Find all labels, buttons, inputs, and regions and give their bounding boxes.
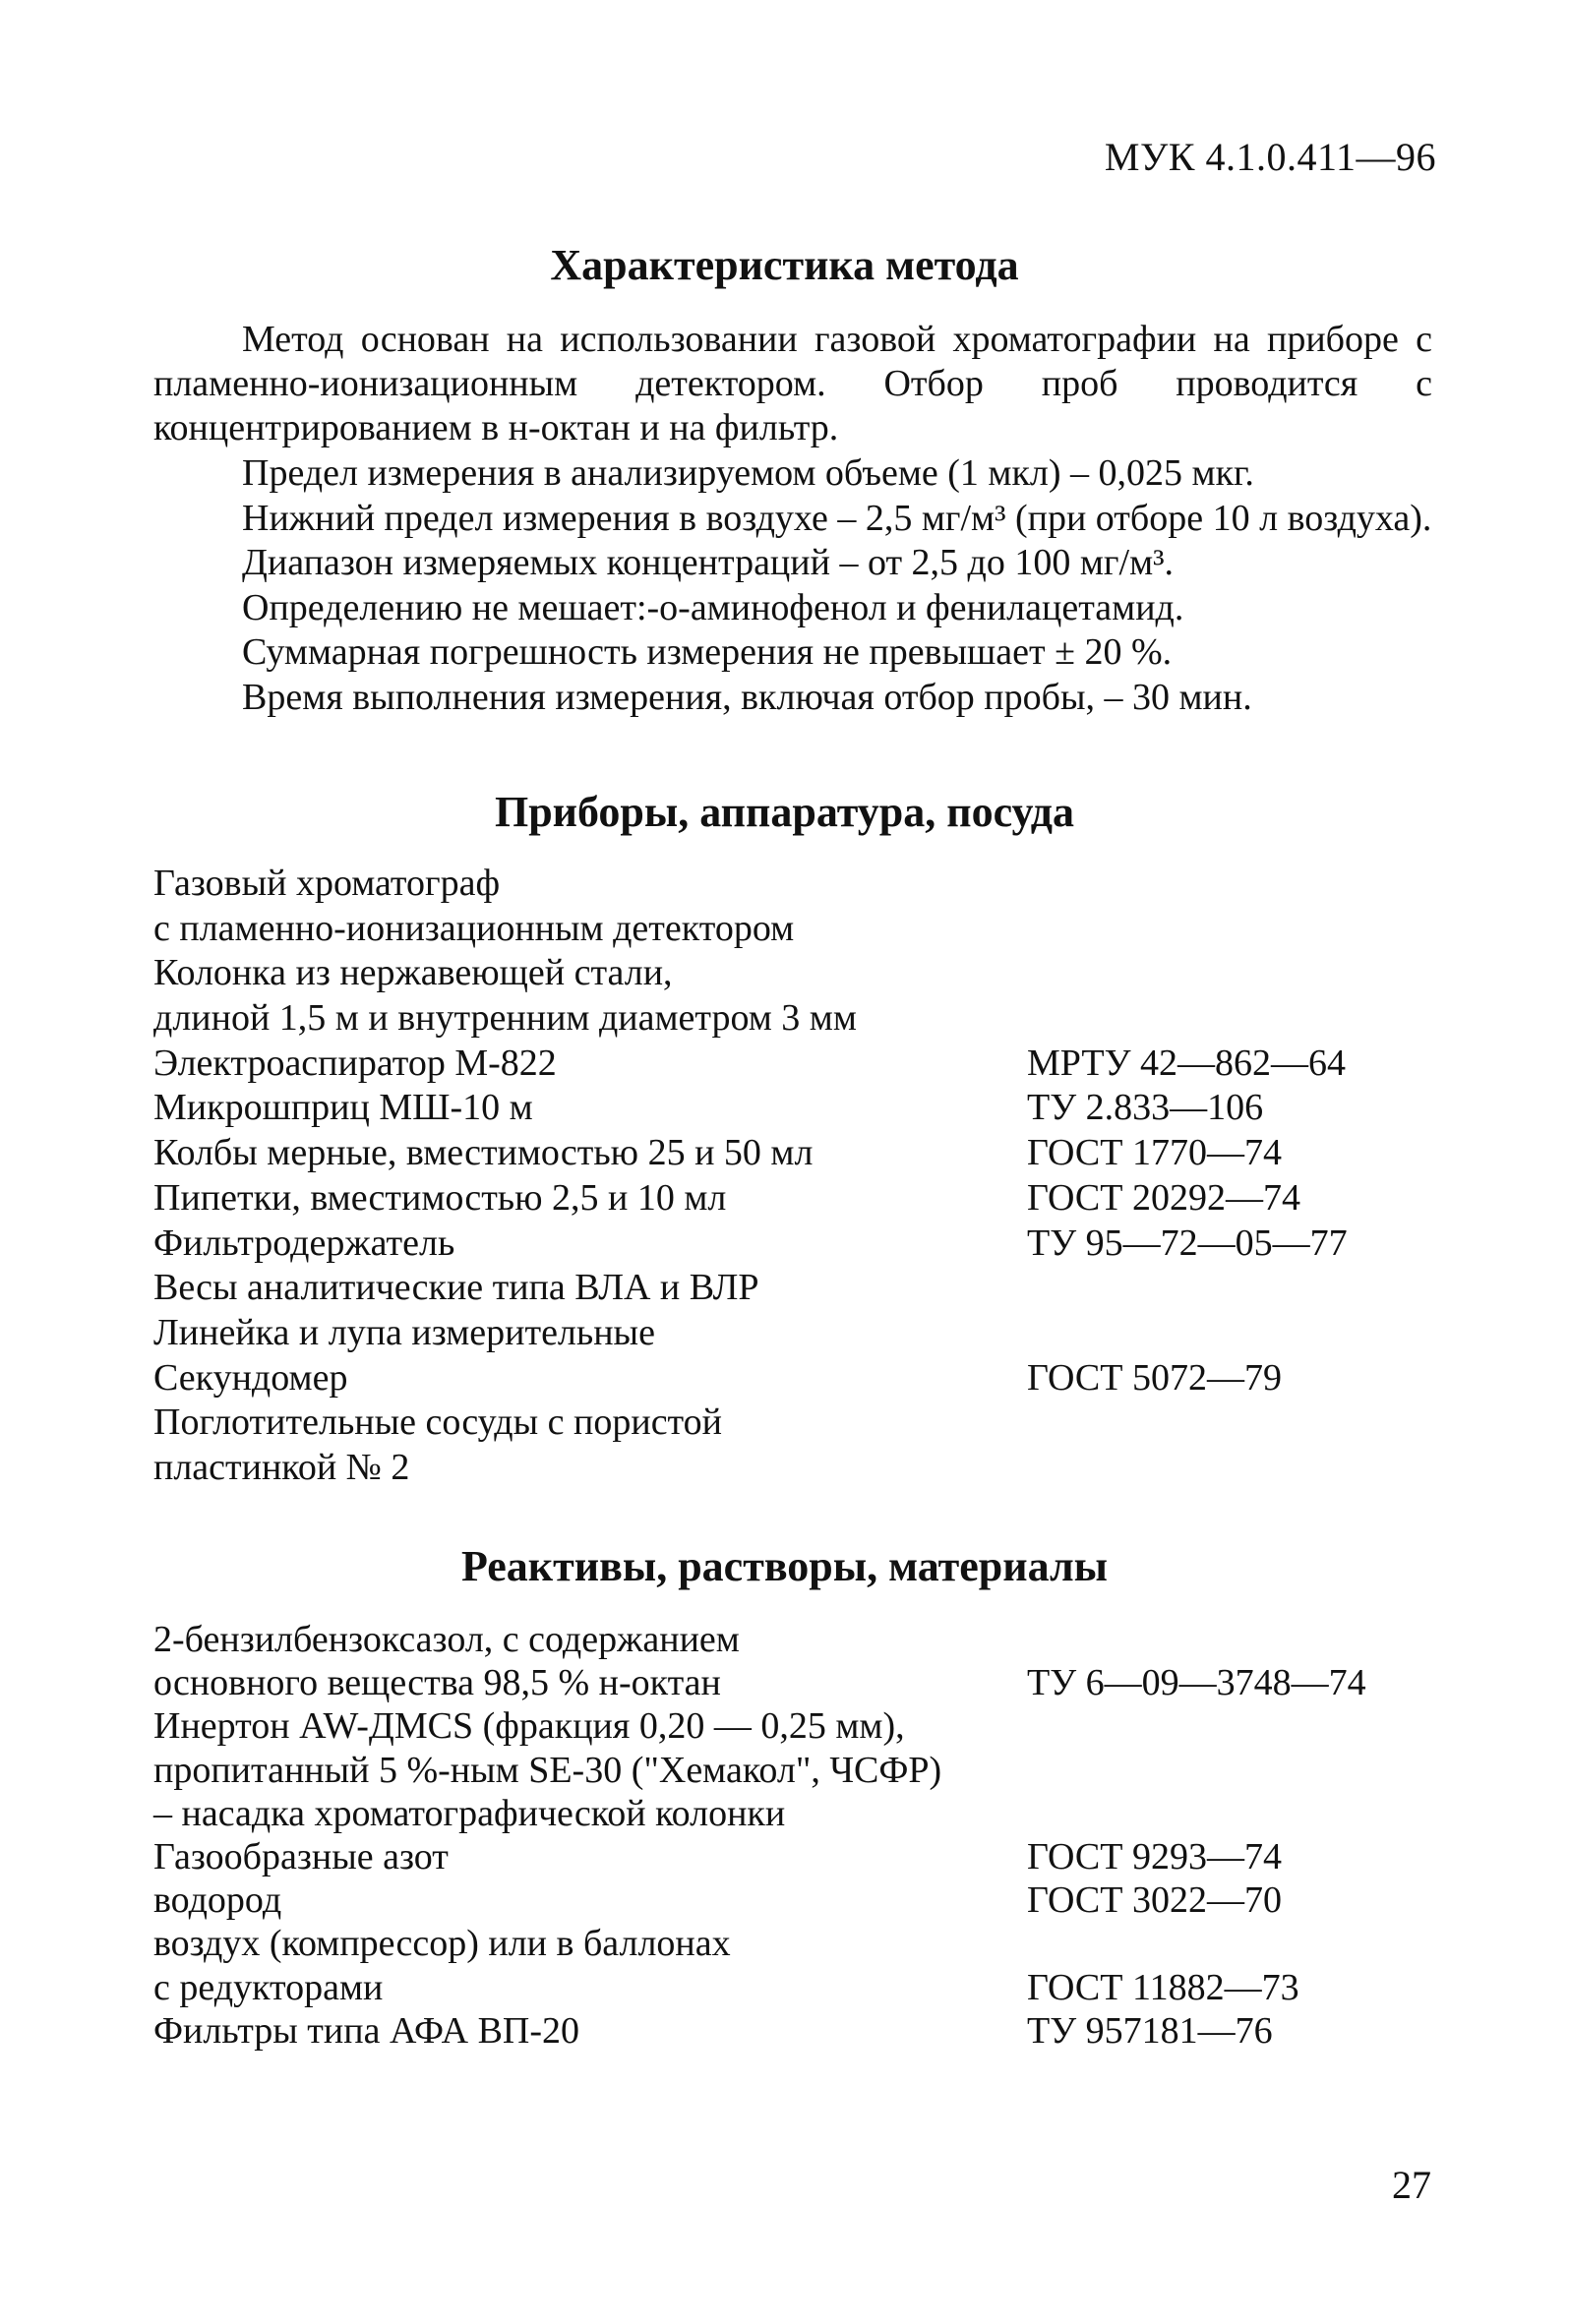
list-item: Линейка и лупа измерительные (153, 1311, 655, 1353)
list-item: с пламенно-ионизационным детектором (153, 907, 795, 949)
lower-limit-line: Нижний предел измерения в воздухе – 2,5 мг/м³ (при отборе 10 л воздуха). (242, 497, 1432, 539)
list-item: пластинкой № 2 (153, 1446, 410, 1488)
list-item: водород ГОСТ 3022—70 (153, 1879, 1282, 1922)
instruments-list (153, 862, 1432, 1491)
list-item: Колбы мерные, вместимостью 25 и 50 мл ГОСТ 1770—74 (153, 1132, 1282, 1174)
interference-line: Определению не мешает:-о-аминофенол и фенилацетамид. (242, 586, 1184, 628)
list-item: Весы аналитические типа ВЛА и ВЛР (153, 1267, 759, 1309)
method-description-text: Метод основан на использовании газовой хроматографии на приборе с пламенно-ионизационным детектором. Отбор проб проводится с концентрированием в н-октан и на фильтр. (153, 319, 1432, 448)
list-item: Инертон AW-ДМCS (фракция 0,20 — 0,25 мм), (153, 1705, 905, 1748)
list-item: 2-бензилбензоксазол, с содержанием (153, 1619, 740, 1660)
list-item: – насадка хроматографической колонки (153, 1792, 786, 1834)
section-title-reagents: Реактивы, растворы, материалы (460, 1542, 1109, 1590)
list-item: Колонка из нержавеющей стали, (153, 952, 673, 994)
list-item: Фильтродержатель ТУ 95—72—05—77 (153, 1222, 1348, 1264)
list-item: воздух (компрессор) или в баллонах (153, 1923, 731, 1965)
section-title-method-characteristics: Характеристика метода (550, 241, 1019, 289)
list-item: Секундомер ГОСТ 5072—79 (153, 1356, 1282, 1399)
list-item: Поглотительные сосуды с пористой (153, 1401, 722, 1444)
list-item: Пипетки, вместимостью 2,5 и 10 мл ГОСТ 20292—74 (153, 1176, 1300, 1219)
section-title-instruments: Приборы, аппаратура, посуда (494, 788, 1075, 836)
range-line: Диапазон измеряемых концентраций – от 2,5 до 100 мг/м³. (242, 542, 1175, 583)
document-code: МУК 4.1.0.411—96 (1104, 135, 1436, 179)
list-item: Микрошприц МШ-10 м ТУ 2.833—106 (153, 1087, 1264, 1129)
list-item: Электроаспиратор М-822 МРТУ 42—862—64 (153, 1042, 1347, 1084)
measurement-limit-line: Предел измерения в анализируемом объеме (1 мкл) – 0,025 мкг. (242, 452, 1254, 494)
duration-line: Время выполнения измерения, включая отбор пробы, – 30 мин. (242, 676, 1252, 718)
list-item: длиной 1,5 м и внутренним диаметром 3 мм (153, 997, 857, 1040)
list-item: с редукторами ГОСТ 11882—73 (153, 1966, 1299, 2008)
page-number: 27 (1392, 2163, 1431, 2207)
list-item: пропитанный 5 %-ным SE-30 ("Хемакол", ЧСФР) (153, 1749, 942, 1791)
reagents-list (153, 1618, 1432, 2053)
list-item: Газообразные азот ГОСТ 9293—74 (153, 1835, 1282, 1877)
error-line: Суммарная погрешность измерения не превышает ± 20 %. (242, 631, 1173, 673)
method-description-paragraph (153, 318, 1432, 450)
list-item: Газовый хроматограф (153, 863, 501, 904)
method-characteristics-lines (242, 451, 1431, 720)
list-item: Фильтры типа АФА ВП-20 ТУ 957181—76 (153, 2009, 1273, 2052)
list-item: основного вещества 98,5 % н-октан ТУ 6—09—3748—74 (153, 1662, 1366, 1704)
